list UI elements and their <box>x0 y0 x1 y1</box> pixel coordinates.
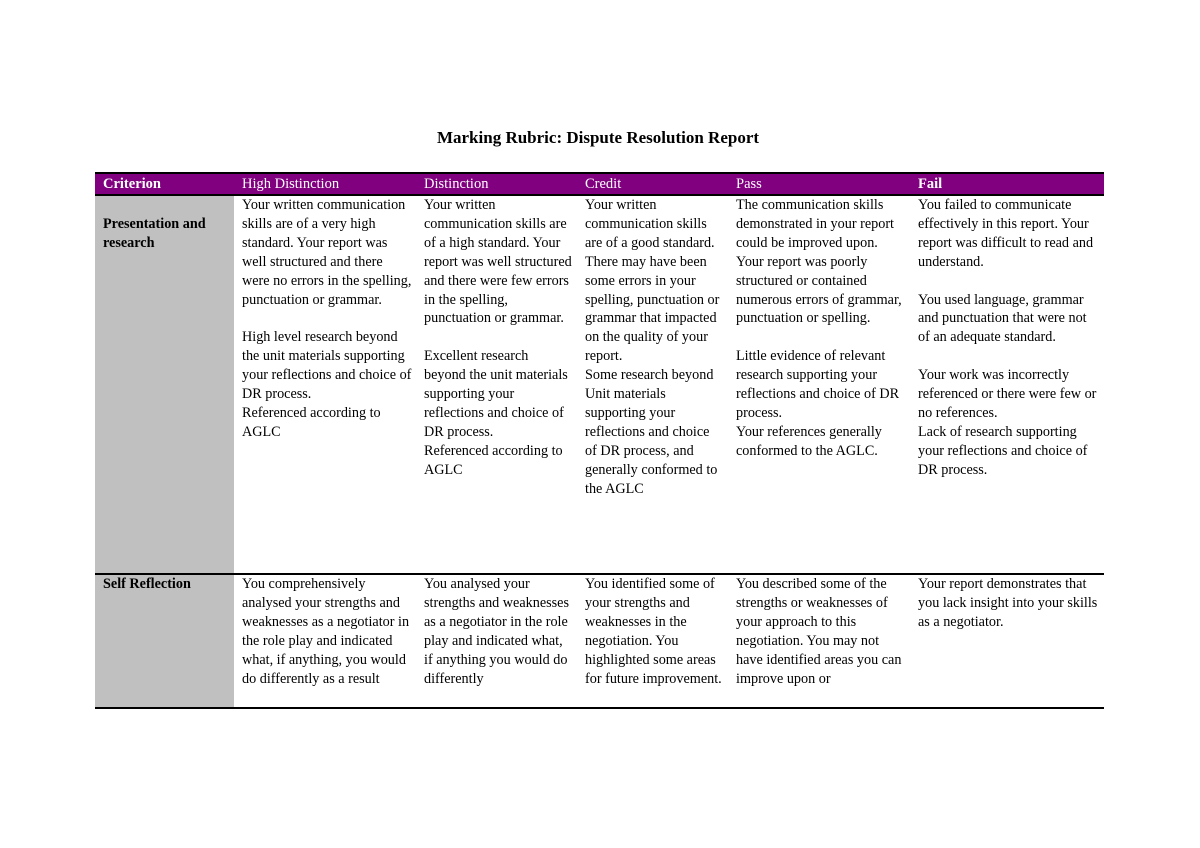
rubric-cell-high-distinction <box>234 195 416 574</box>
header-distinction: Distinction <box>416 173 577 195</box>
rubric-cell-credit <box>577 195 728 574</box>
cell-text: Your written communication skills are of a high standard. Your report was well structured and there were few errors in the spelling, punctuation or grammar. Excellent research beyond the unit materials supporting your reflections and choice of DR process. Referenced according to AGLC <box>424 197 572 478</box>
table-row <box>95 195 1104 574</box>
cell-text: Your written communication skills are of a very high standard. Your report was well structured and there were no errors in the spelling, punctuation or grammar. High level research beyond the unit materials supporting your reflections and choice of DR process. Referenced according to AGLC <box>242 197 412 440</box>
cell-text: You analysed your strengths and weaknesses as a negotiator in the role play and indicated what, if anything you would do differently <box>424 576 569 687</box>
cell-text: You comprehensively analysed your strengths and weaknesses as a negotiator in the role play and indicated what, if anything, you would do differently as a result <box>242 576 410 687</box>
rubric-cell-distinction <box>416 195 577 574</box>
rubric-cell-fail <box>910 195 1104 574</box>
page-title: Marking Rubric: Dispute Resolution Report <box>436 128 760 147</box>
header-criterion: Criterion <box>95 173 234 195</box>
rubric-table <box>95 172 1104 709</box>
cell-text: Your written communication skills are of a good standard. There may have been some errors in your spelling, punctuation or grammar that impacted on the quality of your report. Some research beyond Unit materials supporting your reflections and choice of DR process, and generally conformed to the AGLC <box>585 197 720 497</box>
criterion-label: Presentation and research <box>103 215 206 251</box>
table-row <box>95 574 1104 708</box>
header-fail: Fail <box>910 173 1104 195</box>
header-credit: Credit <box>577 173 728 195</box>
cell-text: You described some of the strengths or weaknesses of your approach to this negotiation. You may not have identified areas you can improve upon or <box>736 576 902 687</box>
header-pass: Pass <box>728 173 910 195</box>
header-row <box>95 173 1104 195</box>
criterion-cell <box>95 195 234 574</box>
cell-text: Your report demonstrates that you lack insight into your skills as a negotiator. <box>918 576 1098 630</box>
cell-text: You identified some of your strengths and weaknesses in the negotiation. You highlighted some areas for future improvement. <box>585 576 722 687</box>
cell-text: You failed to communicate effectively in this report. Your report was difficult to read and understand. You used language, grammar and punctuation that were not of an adequate standard. Your work was incorrectly referenced or there were few or no references. Lack of research supporting your reflections and choice of DR process. <box>918 197 1097 478</box>
criterion-cell <box>95 574 234 708</box>
rubric-cell-credit <box>577 574 728 708</box>
rubric-cell-pass <box>728 195 910 574</box>
rubric-cell-high-distinction <box>234 574 416 708</box>
criterion-label: Self Reflection <box>103 576 191 592</box>
header-high-distinction: High Distinction <box>234 173 416 195</box>
rubric-cell-distinction <box>416 574 577 708</box>
cell-text: The communication skills demonstrated in your report could be improved upon. Your report was poorly structured or contained numerous errors of grammar, punctuation or spelling. Little evidence of relevant research supporting your reflections and choice of DR process. Your references generally conformed to the AGLC. <box>736 197 902 459</box>
rubric-cell-fail <box>910 574 1104 708</box>
rubric-cell-pass <box>728 574 910 708</box>
